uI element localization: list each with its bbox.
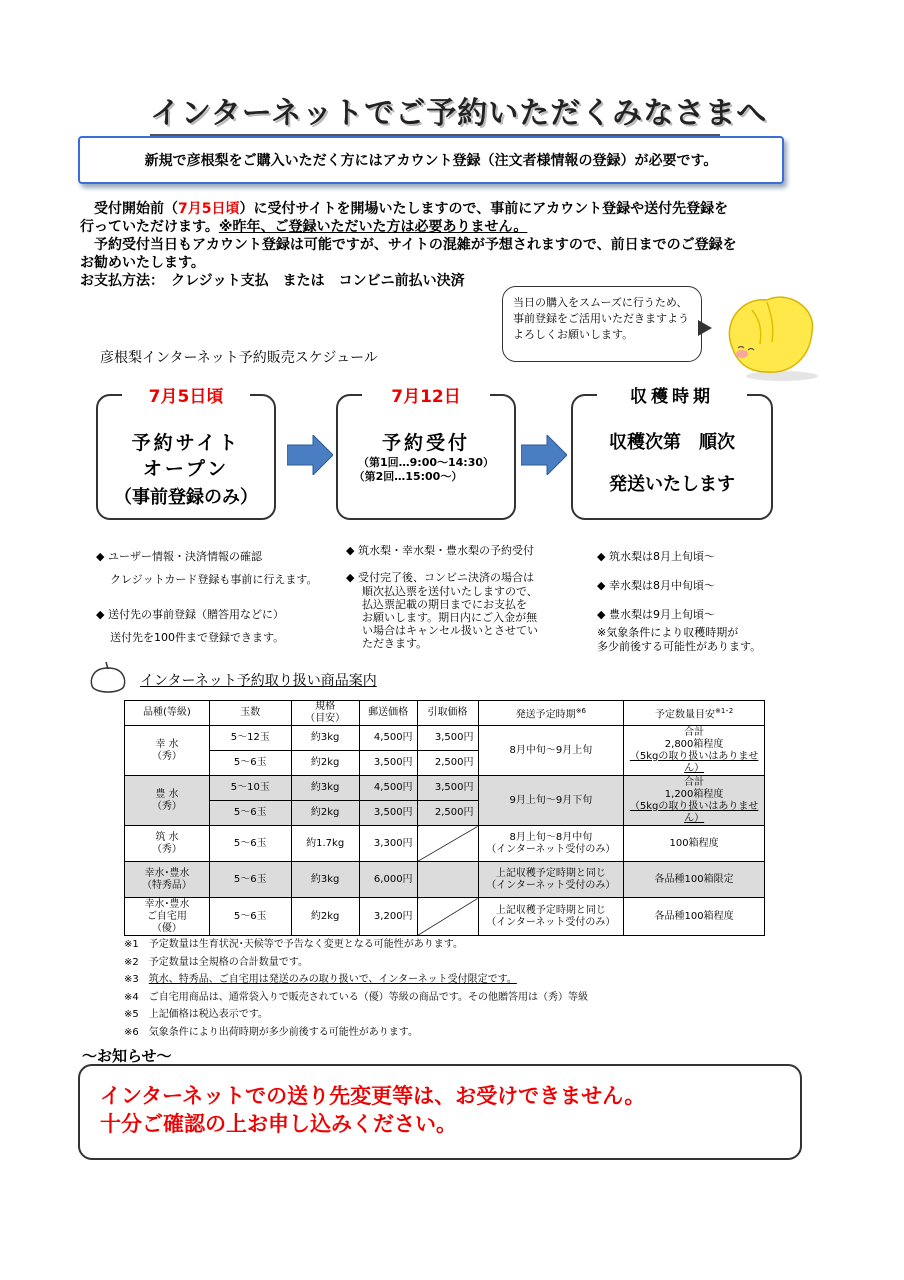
pickup-price-cell: [417, 862, 478, 898]
quantity-cell: 合計 1,200箱程度 （5kgの取り扱いはありません）: [624, 776, 765, 826]
bullet-item: ◆ 幸水梨は8月中旬頃～: [597, 579, 715, 592]
stage-harvest: [571, 387, 773, 520]
footnote: ※3 筑水、特秀品、ご自宅用は発送のみの取り扱いで、インターネット受付限定です。: [124, 974, 517, 986]
mail-price-cell: 4,500円: [359, 776, 417, 801]
bullet-item: 払込票記載の期日までにお支払を: [362, 598, 527, 611]
size-cell: 約3kg: [291, 862, 359, 898]
intro-line4: お勧めいたします。: [80, 255, 205, 271]
mail-price-cell: 3,300円: [359, 826, 417, 862]
bullet-item: ◆ 受付完了後、コンビニ決済の場合は: [346, 571, 534, 584]
col-header: 予定数量目安$^{※1･2}$: [624, 701, 765, 726]
ship-period-cell: 9月上旬～9月下旬: [478, 776, 624, 826]
intro-date: 7月5日頃: [178, 201, 240, 217]
col-header: 郵送価格: [359, 701, 417, 726]
mail-price-cell: 3,500円: [359, 801, 417, 826]
col-header: 玉数: [209, 701, 291, 726]
variety-cell: 幸水･豊水 ご自宅用 （優）: [125, 898, 210, 936]
stage-line: 発送いたします: [609, 474, 735, 495]
pickup-price-cell: [417, 826, 478, 862]
col-header: 品種(等級): [125, 701, 210, 726]
table-row: [125, 776, 765, 801]
stage-date: 7月5日頃: [122, 382, 250, 407]
footnote: ※5 上記価格は税込表示です。: [124, 1009, 268, 1021]
bullet-item: ◆ 豊水梨は9月上旬頃～: [597, 608, 715, 621]
size-cell: 約2kg: [291, 898, 359, 936]
footnote: ※4 ご自宅用商品は、通常袋入りで販売されている（優）等級の商品です。その他贈答用は（秀）等級: [124, 991, 588, 1003]
speech-bubble: 当日の購入をスムーズに行うため、事前登録をご活用いただきますようよろしくお願いします。: [502, 286, 702, 362]
stage-reservation: [336, 387, 516, 520]
arrow-right-icon: [287, 435, 333, 475]
bullet-item: 多少前後する可能性があります。: [597, 640, 762, 653]
bullet-item: 順次払込票を送付いたしますので、: [362, 585, 538, 598]
count-cell: 5～12玉: [209, 726, 291, 751]
pickup-price-cell: 3,500円: [417, 776, 478, 801]
pickup-price-cell: 2,500円: [417, 801, 478, 826]
count-cell: 5～6玉: [209, 751, 291, 776]
intro-line2a: 行っていただけます。: [80, 219, 219, 235]
announcement-line: インターネットでの送り先変更等は、お受けできません。: [100, 1084, 646, 1108]
bullet-item: い場合はキャンセル扱いとさせてい: [362, 624, 538, 637]
speech-bubble-tail: [698, 320, 712, 336]
bullets-site-open: [96, 549, 336, 645]
size-cell: 約2kg: [291, 751, 359, 776]
intro-line1b: ）に受付サイトを開場いたしますので、事前にアカウント登録や送付先登録を: [239, 201, 729, 217]
mail-price-cell: 3,500円: [359, 751, 417, 776]
mail-price-cell: 6,000円: [359, 862, 417, 898]
bullets-reservation: [346, 543, 576, 650]
count-cell: 5～6玉: [209, 862, 291, 898]
mail-price-cell: 3,200円: [359, 898, 417, 936]
variety-cell: 幸 水 （秀）: [125, 726, 210, 776]
bullets-harvest: [597, 549, 797, 654]
announcement-line: 十分ご確認の上お申し込みください。: [100, 1112, 457, 1136]
count-cell: 5～6玉: [209, 826, 291, 862]
intro-text: [80, 200, 810, 290]
count-cell: 5～6玉: [209, 801, 291, 826]
table-row: [125, 726, 765, 751]
footnote: ※2 予定数量は全規格の合計数量です。: [124, 956, 308, 968]
intro-line3: 予約受付当日もアカウント登録は可能ですが、サイトの混雑が予想されますので、前日までのご登録を: [80, 237, 737, 253]
stage-line: 収穫次第 順次: [609, 432, 735, 453]
table-row: [125, 862, 765, 898]
pickup-price-cell: [417, 898, 478, 936]
schedule-title: 彦根梨インターネット予約販売スケジュール: [100, 350, 378, 366]
payment-methods: お支払方法： クレジット支払 または コンビニ前払い決済: [80, 273, 465, 289]
variety-cell: 豊 水 （秀）: [125, 776, 210, 826]
pickup-price-cell: 3,500円: [417, 726, 478, 751]
mail-price-cell: 4,500円: [359, 726, 417, 751]
size-cell: 約1.7kg: [291, 826, 359, 862]
announcement-heading: ～お知らせ～: [82, 1047, 172, 1065]
col-header: 発送予定時期$^{※6}$: [478, 701, 624, 726]
footnotes: [124, 936, 588, 1042]
stage-line: （第2回…15:00～）: [353, 470, 463, 483]
table-row: [125, 826, 765, 862]
product-guide-title: インターネット予約取り扱い商品案内: [140, 673, 377, 689]
footnote: ※1 予定数量は生育状況･天候等で予告なく変更となる可能性があります。: [124, 939, 463, 950]
bullet-item: 送付先を100件まで登録できます。: [110, 631, 285, 644]
bullet-item: クレジットカード登録も事前に行えます。: [110, 573, 318, 586]
stage-date: 収穫時期: [597, 382, 747, 407]
quantity-cell: 100箱程度: [624, 826, 765, 862]
bullet-item: ◆ ユーザー情報・決済情報の確認: [96, 550, 262, 563]
stage-line: （第1回…9:00～14:30）: [357, 456, 495, 469]
ship-period-cell: 上記収穫予定時期と同じ （インターネット受付のみ）: [478, 862, 624, 898]
bullet-item: ◆ 筑水梨は8月上旬頃～: [597, 550, 715, 563]
ship-period-cell: 8月上旬～8月中旬 （インターネット受付のみ）: [478, 826, 624, 862]
col-header: 規格 （目安）: [291, 701, 359, 726]
table-header-row: [125, 701, 765, 726]
quantity-cell: 合計 2,800箱程度 （5kgの取り扱いはありません）: [624, 726, 765, 776]
page-title: インターネットでご予約いただくみなさまへ: [150, 88, 720, 137]
ship-period-cell: 8月中旬～9月上旬: [478, 726, 624, 776]
stage-line: 予約サイト: [131, 432, 241, 454]
bullet-item: ◆ 送付先の事前登録（贈答用などに）: [96, 608, 284, 621]
stage-line: 予約受付: [381, 432, 470, 454]
stage-date: 7月12日: [362, 382, 490, 407]
variety-cell: 筑 水 （秀）: [125, 826, 210, 862]
quantity-cell: 各品種100箱限定: [624, 862, 765, 898]
pear-icon: [88, 660, 128, 696]
pear-mascot-icon: [712, 292, 822, 382]
count-cell: 5～10玉: [209, 776, 291, 801]
arrow-right-icon: [521, 435, 567, 475]
stage-line: オープン: [142, 458, 230, 480]
size-cell: 約2kg: [291, 801, 359, 826]
announcement-box: [78, 1064, 802, 1160]
table-row: [125, 898, 765, 936]
intro-line2-note: ※昨年、ご登録いただいた方は必要ありません。: [218, 219, 528, 235]
col-header: 引取価格: [417, 701, 478, 726]
product-table: [124, 700, 765, 936]
size-cell: 約3kg: [291, 776, 359, 801]
bullet-item: ※気象条件により収穫時期が: [597, 626, 739, 639]
bullet-item: お願いします。期日内にご入金が無: [362, 611, 538, 624]
bullet-item: ◆ 筑水梨・幸水梨・豊水梨の予約受付: [346, 544, 534, 557]
intro-line1a: 受付開始前（: [80, 201, 178, 217]
pickup-price-cell: 2,500円: [417, 751, 478, 776]
quantity-cell: 各品種100箱程度: [624, 898, 765, 936]
size-cell: 約3kg: [291, 726, 359, 751]
bullet-item: ただきます。: [362, 637, 428, 650]
variety-cell: 幸水･豊水 （特秀品）: [125, 862, 210, 898]
stage-site-open: [96, 387, 276, 520]
stage-line: （事前登録のみ）: [114, 487, 258, 508]
footnote: ※6 気象条件により出荷時期が多少前後する可能性があります。: [124, 1026, 418, 1038]
ship-period-cell: 上記収穫予定時期と同じ （インターネット受付のみ）: [478, 898, 624, 936]
account-notice-text: 新規で彦根梨をご購入いただく方にはアカウント登録（注文者様情報の登録）が必要です。: [144, 153, 718, 169]
account-notice-box: [78, 136, 784, 184]
count-cell: 5～6玉: [209, 898, 291, 936]
